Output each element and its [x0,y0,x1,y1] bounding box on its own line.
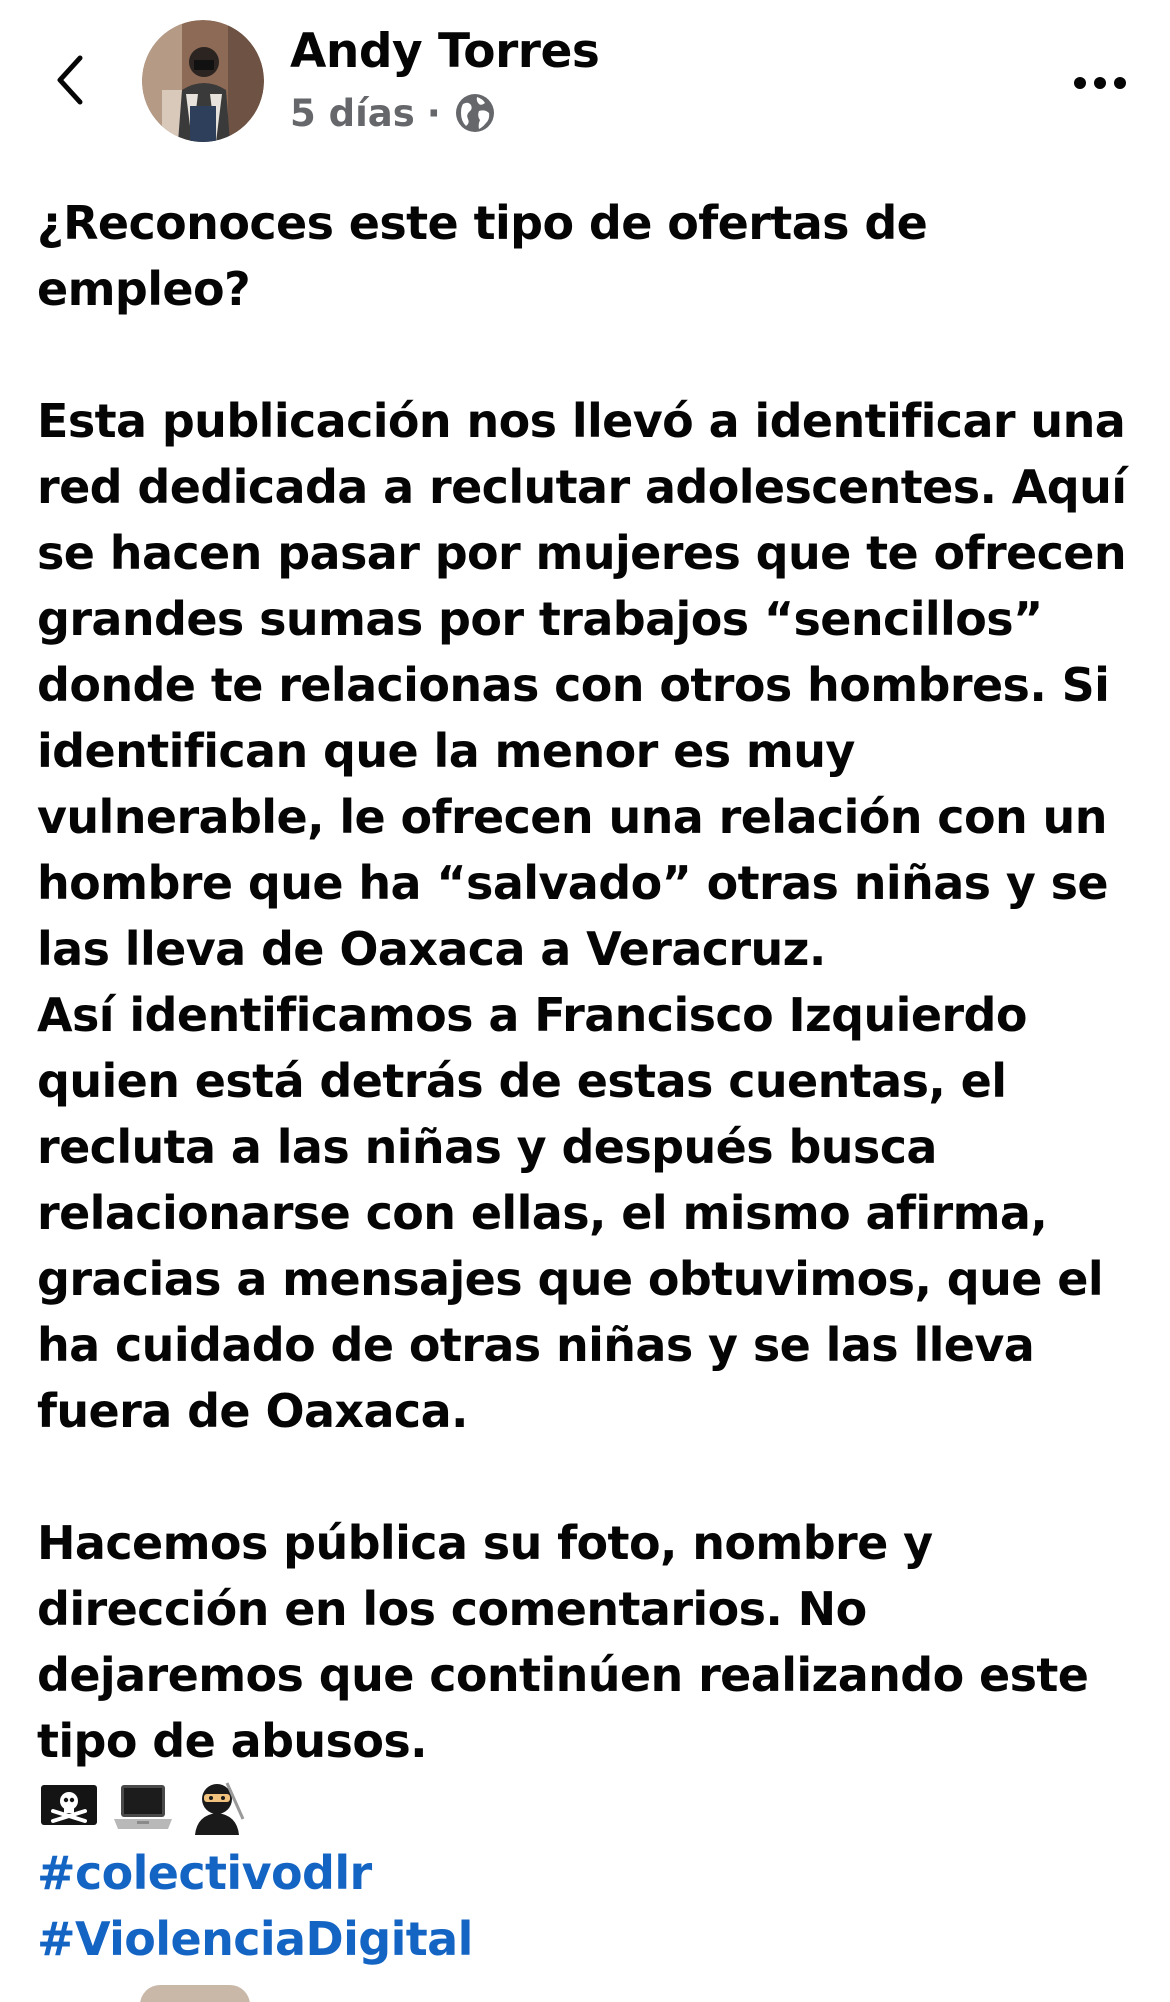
more-dot-icon [1114,77,1126,89]
paragraph-gap [37,1444,1147,1510]
paragraph-gap [37,322,1147,388]
preview-thumbnail [140,1985,250,2002]
post-paragraph: Esta publicación nos llevó a identificar una red dedicada a reclutar adolescentes. Aquí se hacen pasar por mujeres que te ofrecen grandes sumas por trabajos “sencillos” donde te relacionas con otros hombres. Si identifican que la menor es muy vulnerable, le ofrecen una relación con un hombre que ha “salvado” otras niñas y se las lleva de Oaxaca a Veracruz. [37,394,1127,976]
avatar[interactable] [142,20,264,142]
post-header [0,0,1170,160]
more-dot-icon [1074,77,1086,89]
post-paragraph: Hacemos pública su foto, nombre y dirección en los comentarios. No dejaremos que continúen realizando este tipo de abusos. [37,1516,1089,1768]
ninja-icon [185,1779,249,1835]
laptop-icon [111,1779,175,1835]
post-time[interactable]: 5 días [290,91,415,135]
author-name[interactable]: Andy Torres [290,24,600,79]
chevron-left-icon [50,50,90,110]
globe-icon[interactable] [453,91,497,135]
emoji-row [37,1774,1147,1840]
more-dot-icon [1094,77,1106,89]
post-meta [290,88,497,138]
post-body [37,190,1147,1972]
avatar-photo [142,20,264,142]
post-paragraph: Así identificamos a Francisco Izquierdo quien está detrás de estas cuentas, el recluta a las niñas y después busca relacionarse con ellas, el mismo afirma, gracias a mensajes que obtuvimos, que el ha cuidado de otras niñas y se las lleva fuera de Oaxaca. [37,988,1104,1438]
pirate-flag-icon [37,1779,101,1835]
back-button[interactable] [40,40,100,120]
post-paragraph: ¿Reconoces este tipo de ofertas de empleo? [37,196,928,316]
more-options-button[interactable] [1060,58,1140,108]
hashtag-link[interactable]: #ViolenciaDigital [37,1912,473,1966]
hashtag-link[interactable]: #colectivodlr [37,1846,372,1900]
meta-separator: · [426,91,441,135]
next-content-preview [0,1975,1170,2002]
